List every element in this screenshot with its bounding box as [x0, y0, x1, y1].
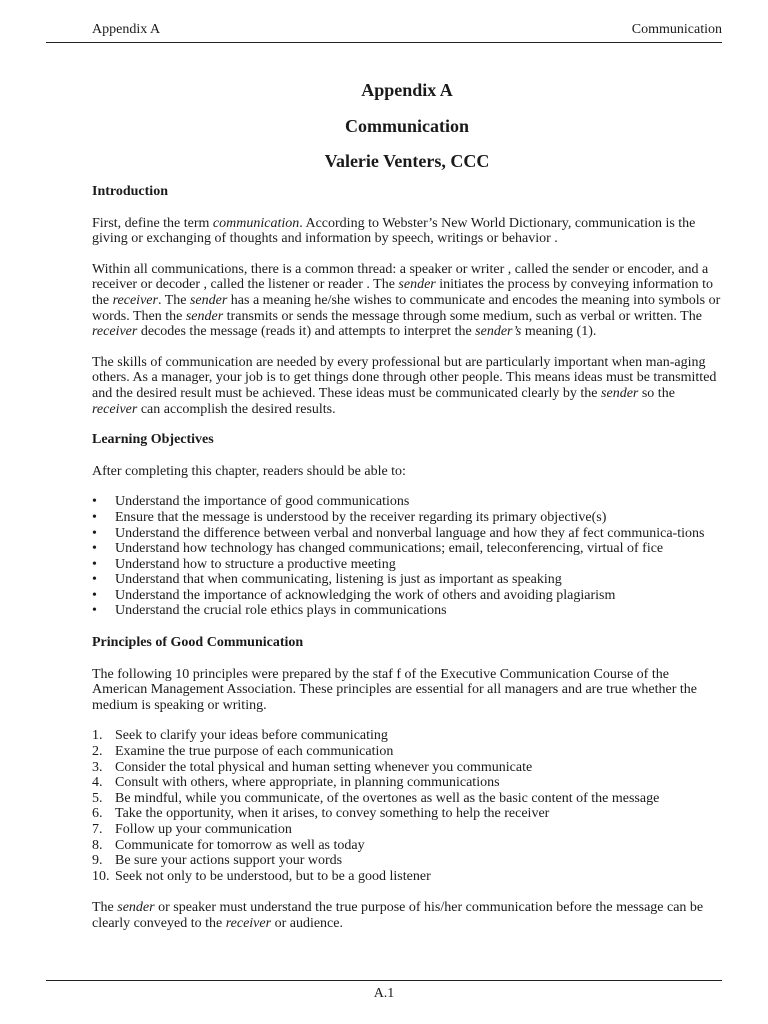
list-item: • Understand that when communicating, listening is just as important as speaking — [92, 572, 562, 588]
intro-paragraph-1: First, define the term communication. According to Webster’s New World Dictionary, communication is the giving or exchanging of thoughts and information by speech, writings or behavior . — [92, 215, 696, 247]
intro-paragraph-3: The skills of communication are needed by every professional but are particularly important when man-aging others. As a manager, your job is to get things done through other people. This means ideas must be transmitted and the desired result must be achieved. These ideas must be communicated clearly by the sender so the receiver can accomplish the desired results. — [92, 354, 717, 417]
introduction-heading: Introduction — [92, 184, 168, 199]
header-left: Appendix A — [92, 22, 161, 37]
bullet-icon: • — [92, 587, 97, 603]
objectives-list — [92, 494, 722, 619]
list-item: 4. Consult with others, where appropriate, in planning communications — [92, 775, 500, 791]
footer-rule — [46, 980, 722, 981]
bullet-icon: • — [92, 603, 97, 619]
appendix-title: Appendix A — [361, 80, 453, 100]
list-item: • Understand the crucial role ethics plays in communications — [92, 603, 447, 619]
list-item: 8. Communicate for tomorrow as well as today — [92, 837, 365, 853]
list-item: 5. Be mindful, while you communicate, of the overtones as well as the basic content of the message — [92, 790, 660, 806]
subject-title: Communication — [344, 116, 469, 136]
bullet-icon: • — [92, 541, 97, 557]
principles-lead: The following 10 principles were prepared by the staf f of the Executive Communication Course of the American Management Association. These principles are essential for all managers and are true whether the medium is speaking or writing. — [92, 666, 698, 713]
list-item: 1. Seek to clarify your ideas before communicating — [92, 728, 388, 744]
list-item: 2. Examine the true purpose of each communication — [92, 744, 394, 760]
document-body — [92, 184, 722, 947]
list-item: 9. Be sure your actions support your words — [92, 853, 343, 869]
bullet-icon: • — [92, 525, 97, 541]
list-item: 7. Follow up your communication — [92, 822, 292, 837]
bullet-icon: • — [92, 494, 97, 510]
list-item: • Understand how technology has changed communications; email, teleconferencing, virtual of fice — [92, 541, 664, 557]
closing-paragraph: The sender or speaker must understand the true purpose of his/her communication before the message can be clearly conveyed to the receiver or audience. — [92, 900, 704, 931]
bullet-icon: • — [92, 556, 97, 572]
bullet-icon: • — [92, 509, 97, 525]
list-item: 10. Seek not only to be understood, but to be a good listener — [92, 868, 431, 884]
header-right: Communication — [631, 22, 722, 37]
principles-heading: Principles of Good Communication — [92, 635, 304, 651]
intro-paragraph-2: Within all communications, there is a common thread: a speaker or writer , called the sender or encoder, and a receiver or decoder , called the listener or reader . The sender initiates the process by conveying information to the receiver. The sender has a meaning he/she wishes to communicate and encodes the meaning into symbols or words. Then the sender transmits or sends the message through some medium, such as verbal or written. The receiver decodes the message (reads it) and attempts to interpret the sender’s meaning (1). — [92, 261, 721, 340]
header-rule — [46, 42, 722, 43]
learning-objectives-heading: Learning Objectives — [92, 432, 214, 448]
list-item: • Ensure that the message is understood by the receiver regarding its primary objective(s) — [92, 509, 607, 525]
list-item: • Understand how to structure a productive meeting — [92, 556, 396, 572]
bullet-icon: • — [92, 572, 97, 588]
list-item: 6. Take the opportunity, when it arises, to convey something to help the receiver — [92, 806, 550, 822]
author-title: Valerie Venters, CCC — [324, 151, 490, 171]
principles-list — [92, 728, 722, 884]
objectives-lead: After completing this chapter, readers should be able to: — [92, 463, 406, 479]
page-number: A.1 — [373, 986, 395, 1001]
list-item: • Understand the importance of good communications — [92, 494, 410, 510]
list-item: 3. Consider the total physical and human setting whenever you communicate — [92, 759, 533, 775]
list-item: • Understand the importance of acknowledging the work of others and avoiding plagiarism — [92, 587, 616, 603]
list-item: • Understand the difference between verbal and nonverbal language and how they af fect communica-tions — [92, 525, 705, 541]
